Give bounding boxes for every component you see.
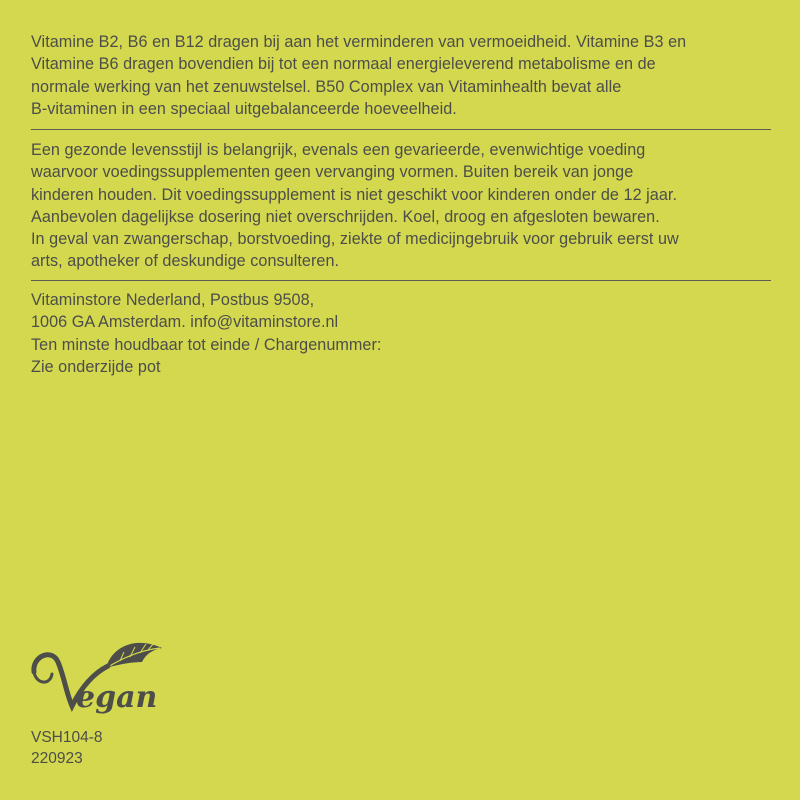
text-line: Zie onderzijde pot [31, 357, 161, 376]
leaf-icon [106, 643, 162, 668]
divider [31, 129, 771, 130]
svg-text:egan: egan [76, 680, 158, 715]
divider [31, 280, 771, 281]
text-line: kinderen houden. Dit voedingssupplement is niet geschikt voor kinderen onder de 12 jaar. [31, 185, 678, 204]
text-line: B-vitaminen in een speciaal uitgebalanceerde hoeveelheid. [31, 99, 457, 118]
product-codes [31, 727, 103, 769]
text-line: Vitaminstore Nederland, Postbus 9508, [31, 291, 315, 309]
product-code: VSH104-8 [31, 729, 103, 746]
text-line: In geval van zwangerschap, borstvoeding, ziekte of medicijngebruik voor gebruik eerst uw [31, 230, 679, 249]
text-line: Een gezonde levensstijl is belangrijk, evenals een gevarieerde, evenwichtige voeding [31, 141, 646, 159]
date-code: 220923 [31, 750, 83, 767]
vegan-logo [28, 632, 178, 722]
vitamin-benefits-text [31, 31, 776, 120]
text-line: Aanbevolen dagelijkse dosering niet overschrijden. Koel, droog en afgesloten bewaren. [31, 207, 660, 226]
usage-warnings-text [31, 139, 776, 273]
text-line: 1006 GA Amsterdam. info@vitaminstore.nl [31, 313, 339, 332]
text-line: waarvoor voedingssupplementen geen vervanging vormen. Buiten bereik van jonge [31, 163, 634, 182]
text-line: normale werking van het zenuwstelsel. B50 Complex van Vitaminhealth bevat alle [31, 77, 622, 96]
text-line: Vitamine B6 dragen bovendien bij tot een normaal energieleverend metabolisme en de [31, 55, 656, 74]
distributor-info-text [31, 289, 776, 378]
text-line: Vitamine B2, B6 en B12 dragen bij aan het verminderen van vermoeidheid. Vitamine B3 en [31, 33, 687, 51]
text-line: arts, apotheker of deskundige consulteren. [31, 252, 340, 271]
text-line: Ten minste houdbaar tot einde / Chargenummer: [31, 335, 382, 354]
